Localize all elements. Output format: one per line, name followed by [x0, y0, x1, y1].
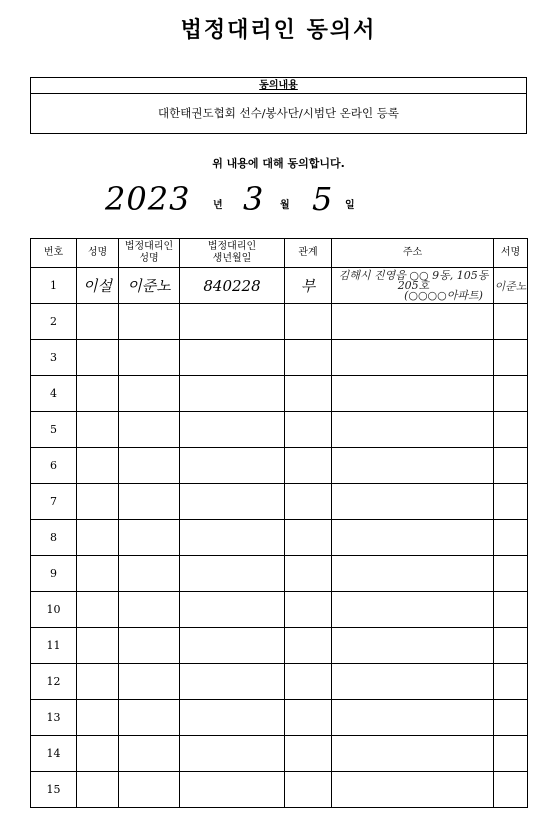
relation-cell	[285, 340, 332, 376]
address-cell	[332, 592, 494, 628]
signature-cell	[494, 664, 528, 700]
address-cell	[332, 772, 494, 808]
student-name-cell	[77, 304, 119, 340]
address-cell	[332, 304, 494, 340]
student-name-cell: 이설	[77, 268, 119, 304]
row-number: 15	[31, 772, 77, 808]
guardian-name-cell	[119, 304, 180, 340]
guardian-birth-cell	[180, 520, 285, 556]
student-name-cell	[77, 376, 119, 412]
relation-cell	[285, 448, 332, 484]
table-row	[31, 592, 528, 628]
signature-cell	[494, 556, 528, 592]
guardian-birth-cell	[180, 304, 285, 340]
guardian-birth-cell	[180, 556, 285, 592]
address-cell	[332, 700, 494, 736]
guardian-birth-cell	[180, 628, 285, 664]
row-number: 3	[31, 340, 77, 376]
table-row	[31, 556, 528, 592]
row-number: 12	[31, 664, 77, 700]
signature-cell	[494, 736, 528, 772]
student-name-cell	[77, 664, 119, 700]
guardian-name-cell	[119, 664, 180, 700]
row-number: 6	[31, 448, 77, 484]
address-cell	[332, 448, 494, 484]
student-name-cell	[77, 484, 119, 520]
guardian-birth-cell	[180, 772, 285, 808]
relation-cell: 부	[285, 268, 332, 304]
header-guardian-name: 법정대리인 성명	[119, 239, 180, 268]
signature-cell	[494, 340, 528, 376]
table-row	[31, 700, 528, 736]
student-name-cell	[77, 448, 119, 484]
address-cell	[332, 340, 494, 376]
signature-cell	[494, 412, 528, 448]
guardian-name-cell	[119, 340, 180, 376]
table-row	[31, 484, 528, 520]
relation-cell	[285, 736, 332, 772]
table-row	[31, 268, 528, 304]
header-address: 주소	[332, 239, 494, 268]
row-number: 10	[31, 592, 77, 628]
guardian-name-cell: 이준노	[119, 268, 180, 304]
address-cell	[332, 412, 494, 448]
signature-cell	[494, 448, 528, 484]
address-cell	[332, 664, 494, 700]
guardian-name-cell	[119, 412, 180, 448]
guardian-birth-cell	[180, 736, 285, 772]
address-cell	[332, 520, 494, 556]
address-line: 김해시 진영읍 ○○ 9동, 105동 205호	[338, 268, 489, 292]
row-number: 4	[31, 376, 77, 412]
signature-cell	[494, 304, 528, 340]
date-year: 2023	[105, 180, 191, 218]
row-number: 2	[31, 304, 77, 340]
signature-cell	[494, 484, 528, 520]
guardian-birth-cell	[180, 592, 285, 628]
relation-cell	[285, 484, 332, 520]
guardian-birth-cell	[180, 664, 285, 700]
guardian-birth-cell: 840228	[180, 268, 285, 304]
signature-cell	[494, 700, 528, 736]
row-number: 8	[31, 520, 77, 556]
agreement-statement: 위 내용에 대해 동의합니다.	[212, 157, 345, 170]
date-month-unit: 월	[280, 200, 290, 211]
guardian-name-cell	[119, 556, 180, 592]
relation-cell	[285, 628, 332, 664]
student-name-cell	[77, 340, 119, 376]
row-number: 11	[31, 628, 77, 664]
relation-cell	[285, 772, 332, 808]
row-number: 5	[31, 412, 77, 448]
student-name-cell	[77, 520, 119, 556]
address-cell	[332, 268, 494, 304]
student-name-cell	[77, 628, 119, 664]
table-row	[31, 340, 528, 376]
student-name-cell	[77, 772, 119, 808]
document-title: 법정대리인 동의서	[180, 18, 377, 43]
table-row	[31, 736, 528, 772]
signature-cell	[494, 628, 528, 664]
guardian-name-cell	[119, 772, 180, 808]
address-cell	[332, 556, 494, 592]
guardian-table	[30, 238, 528, 808]
student-name-cell	[77, 412, 119, 448]
guardian-birth-cell	[180, 448, 285, 484]
header-number: 번호	[31, 239, 77, 268]
table-row	[31, 376, 528, 412]
relation-cell	[285, 412, 332, 448]
guardian-birth-cell	[180, 484, 285, 520]
guardian-name-cell	[119, 628, 180, 664]
guardian-name-cell	[119, 592, 180, 628]
address-cell	[332, 736, 494, 772]
date-day: 5	[312, 180, 333, 218]
signature-cell	[494, 592, 528, 628]
guardian-birth-cell	[180, 340, 285, 376]
header-guardian-birth: 법정대리인 생년월일	[180, 239, 285, 268]
relation-cell	[285, 556, 332, 592]
relation-cell	[285, 304, 332, 340]
relation-cell	[285, 520, 332, 556]
guardian-birth-cell	[180, 376, 285, 412]
header-signature: 서명	[494, 239, 528, 268]
relation-cell	[285, 664, 332, 700]
row-number: 14	[31, 736, 77, 772]
consent-box	[30, 77, 527, 134]
guardian-birth-cell	[180, 412, 285, 448]
row-number: 1	[31, 268, 77, 304]
signature-cell: 이준노	[494, 268, 528, 304]
guardian-name-cell	[119, 520, 180, 556]
relation-cell	[285, 376, 332, 412]
date-month: 3	[243, 180, 264, 218]
date-day-unit: 일	[345, 200, 355, 211]
guardian-name-cell	[119, 376, 180, 412]
table-header-row	[31, 239, 528, 268]
student-name-cell	[77, 736, 119, 772]
student-name-cell	[77, 556, 119, 592]
row-number: 7	[31, 484, 77, 520]
header-name: 성명	[77, 239, 119, 268]
signature-cell	[494, 772, 528, 808]
table-row	[31, 304, 528, 340]
consent-content: 대한태권도협회 선수/봉사단/시범단 온라인 등록	[158, 106, 399, 120]
guardian-name-cell	[119, 736, 180, 772]
table-row	[31, 520, 528, 556]
row-number: 13	[31, 700, 77, 736]
relation-cell	[285, 700, 332, 736]
table-row	[31, 412, 528, 448]
guardian-name-cell	[119, 700, 180, 736]
table-row	[31, 448, 528, 484]
signature-cell	[494, 520, 528, 556]
date-year-unit: 년	[213, 200, 223, 211]
student-name-cell	[77, 700, 119, 736]
relation-cell	[285, 592, 332, 628]
guardian-birth-cell	[180, 700, 285, 736]
table-row	[31, 628, 528, 664]
table-row	[31, 772, 528, 808]
address-line-2: (○○○○아파트)	[404, 288, 483, 302]
student-name-cell	[77, 592, 119, 628]
guardian-name-cell	[119, 448, 180, 484]
address-cell	[332, 628, 494, 664]
consent-heading: 동의내용	[31, 78, 526, 94]
address-cell	[332, 376, 494, 412]
row-number: 9	[31, 556, 77, 592]
header-relation: 관계	[285, 239, 332, 268]
table-row	[31, 664, 528, 700]
guardian-name-cell	[119, 484, 180, 520]
signature-cell	[494, 376, 528, 412]
address-cell	[332, 484, 494, 520]
